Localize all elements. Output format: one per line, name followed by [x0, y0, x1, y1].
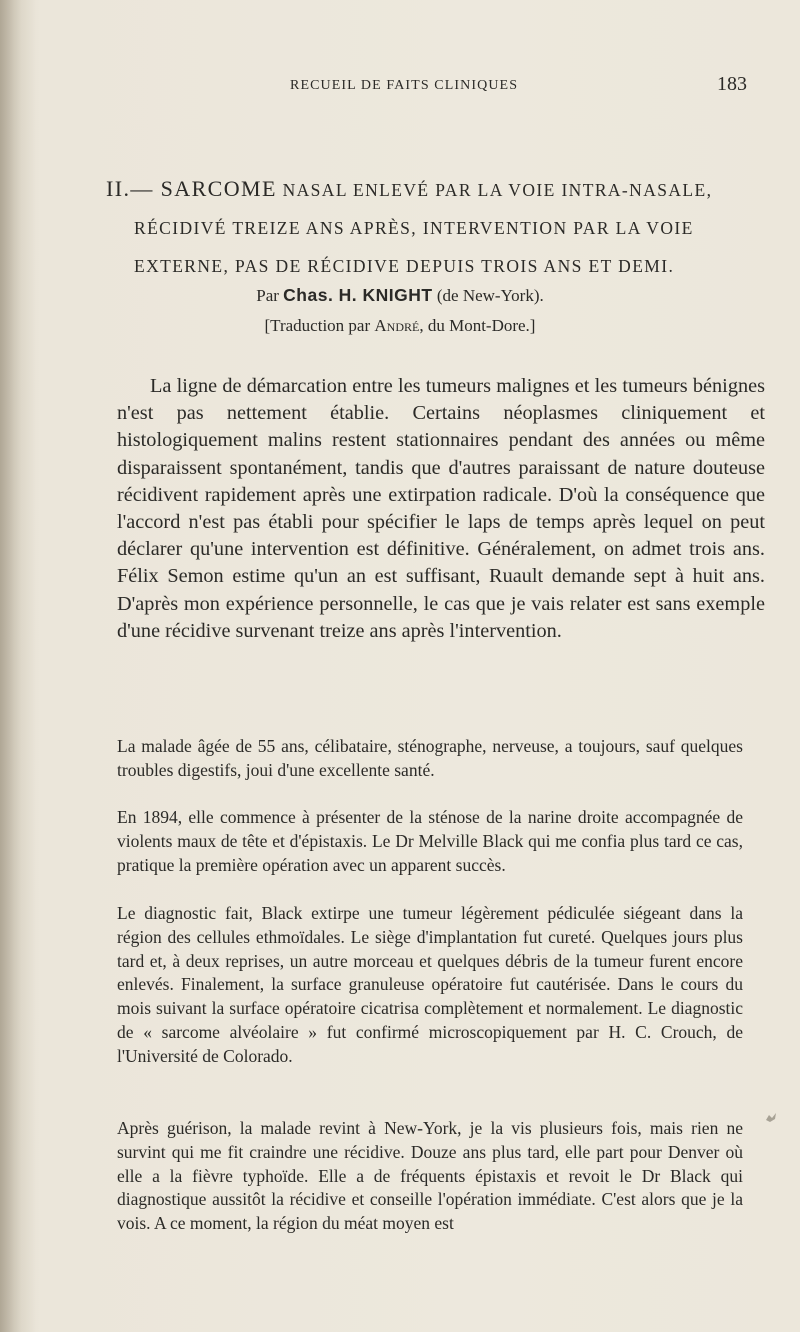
case-paragraph-2: En 1894, elle commence à présenter de la sténose de la narine droite accompagnée de violents maux de tête et d'épistaxis. Le Dr Melville Black qui me confia plus tard ce cas, pratique la première opération avec un apparent succès.: [117, 807, 743, 875]
case-paragraph-3: Le diagnostic fait, Black extirpe une tumeur légèrement pédiculée siégeant dans la région des cellules ethmoïdales. Le siège d'implantation fut cureté. Quelques jours plus tard et, à deux reprises, un autre morceau et quelques débris de la tumeur furent encore enlevés. Finalement, la surface granuleuse opératoire fut cautérisée. Dans le cours du mois suivant la surface opératoire cicatrisa complètement et normalement. Le diagnostic de « sarcome alvéolaire » fut confirmé microscopiquement par H. C. Crouch, de l'Université de Colorado.: [117, 903, 743, 1066]
ink-blot-icon: [764, 1112, 778, 1124]
translator-name: André: [374, 316, 420, 335]
title-line-1-rest: NASAL ENLEVÉ PAR LA VOIE INTRA-NASALE,: [276, 180, 713, 200]
page-number: 183: [717, 73, 747, 95]
translation-credit: [0, 316, 800, 336]
title-line-2: RÉCIDIVÉ TREIZE ANS APRÈS, INTERVENTION PAR LA VOIE: [134, 218, 694, 238]
article-title: [106, 170, 766, 285]
byline-suffix: (de New-York).: [436, 286, 544, 305]
running-head: RECUEIL DE FAITS CLINIQUES: [290, 78, 519, 93]
byline-prefix: Par: [256, 286, 279, 305]
translation-suffix: , du Mont-Dore.]: [419, 316, 536, 335]
case-paragraph-4: Après guérison, la malade revint à New-York, je la vis plusieurs fois, mais rien ne survint qui me fit craindre une récidive. Douze ans plus tard, elle part pour Denver où elle a la fièvre typhoïde. Elle a de fréquents épistaxis et revoit le Dr Black qui diagnostique aussitôt la récidive et conseille l'opération immédiate. C'est alors que je la vois. A ce moment, la région du méat moyen est: [117, 1118, 743, 1234]
byline: [0, 285, 800, 306]
title-lead: II.— SARCOME: [106, 176, 277, 201]
byline-author: Chas. H. KNIGHT: [283, 285, 433, 305]
title-line-3: EXTERNE, PAS DE RÉCIDIVE DEPUIS TROIS ANS ET DEMI.: [134, 256, 675, 276]
translation-prefix: [Traduction par: [264, 316, 371, 335]
page-gutter-shadow: [0, 0, 36, 1332]
title-line-1: [106, 170, 766, 209]
case-paragraph-1: La malade âgée de 55 ans, célibataire, sténographe, nerveuse, a toujours, sauf quelques troubles digestifs, joui d'une excellente santé.: [117, 736, 743, 780]
intro-paragraph: La ligne de démarcation entre les tumeurs malignes et les tumeurs bénignes n'est pas nettement établie. Certains néoplasmes cliniquement et histologiquement malins restent stationnaires pendant des années ou même disparaissent spontanément, tandis que d'autres paraissant de nature douteuse récidivent rapidement après une extirpation radicale. D'où la conséquence que l'accord n'est pas établi pour spécifier le laps de temps après lequel on peut déclarer qu'une intervention est définitive. Généralement, on admet trois ans. Félix Semon estime qu'un an est suffisant, Ruault demande sept à huit ans. D'après mon expérience personnelle, le cas que je vais relater est sans exemple d'une récidive survenant treize ans après l'intervention.: [117, 375, 765, 642]
